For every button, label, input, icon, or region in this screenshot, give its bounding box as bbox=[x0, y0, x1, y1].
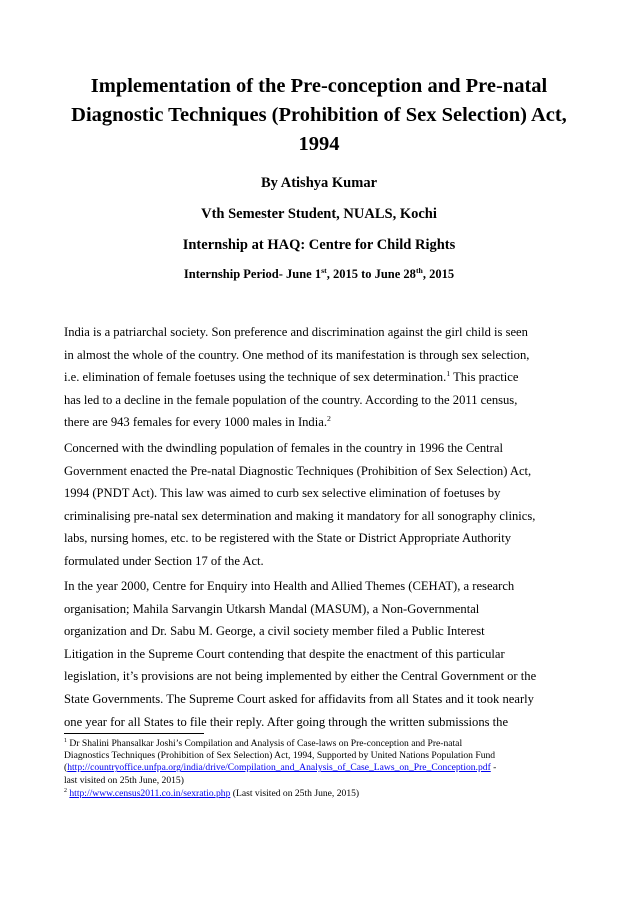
footnote-1 bbox=[64, 738, 576, 787]
fn2-text: (Last visited on 25th June, 2015) bbox=[230, 788, 360, 799]
period-middle: , 2015 to June 28 bbox=[326, 267, 416, 281]
p1-line-2: in almost the whole of the country. One method of its manifestation is through sex selection, bbox=[64, 347, 530, 362]
fn1-line-3 bbox=[64, 762, 576, 774]
fn1-line-4: last visited on 25th June, 2015) bbox=[64, 774, 184, 786]
fn1-link[interactable]: http://countryoffice.unfpa.org/india/drive/Compilation_and_Analysis_of_Case_Laws_on_Pre_Conception.pdf bbox=[67, 762, 491, 774]
p2-line-1: Concerned with the dwindling population of females in the country in 1996 the Central bbox=[64, 441, 503, 455]
position-line: Vth Semester Student, NUALS, Kochi bbox=[201, 206, 437, 222]
p1-line-1: India is a patriarchal society. Son preference and discrimination against the girl child is seen bbox=[64, 325, 528, 339]
p2-line-3: 1994 (PNDT Act). This law was aimed to curb sex selective elimination of foetuses by bbox=[64, 486, 501, 501]
fn2-link[interactable]: http://www.census2011.co.in/sexratio.php bbox=[69, 788, 231, 799]
period-prefix: Internship Period- June 1 bbox=[183, 267, 322, 281]
p3-line-5: legislation, it’s provisions are not being implemented by either the Central Government or the bbox=[64, 669, 537, 684]
p1-line-3 bbox=[64, 366, 576, 389]
fn1-line-1 bbox=[64, 738, 576, 750]
period-sup-st: st bbox=[321, 265, 327, 275]
p2-line-4: criminalising pre-natal sex determination and making it mandatory for all sonography clinics, bbox=[64, 508, 536, 523]
p2-line-2: Government enacted the Pre-natal Diagnostic Techniques (Prohibition of Sex Selection) Act, bbox=[64, 463, 532, 478]
footnote-divider bbox=[64, 733, 204, 734]
paragraph-3 bbox=[64, 575, 576, 733]
paragraph-2 bbox=[64, 437, 576, 573]
period-sup-th: th bbox=[415, 265, 423, 275]
footnote-ref-2[interactable]: 2 bbox=[326, 414, 331, 424]
p2-line-6: formulated under Section 17 of the Act. bbox=[64, 553, 264, 568]
p1-line-4: has led to a decline in the female population of the country. According to the 2011 census, bbox=[64, 392, 518, 407]
fn1-text: Dr Shalini Phansalkar Joshi’s Compilation and Analysis of Case-laws on Pre-conception and Pre-natal bbox=[66, 738, 463, 749]
p2-line-5: labs, nursing homes, etc. to be registered with the State or District Appropriate Authority bbox=[64, 531, 511, 546]
author-line: By Atishya Kumar bbox=[260, 175, 377, 191]
p3-line-2: organisation; Mahila Sarvangin Utkarsh Mandal (MASUM), a Non-Governmental bbox=[64, 601, 480, 616]
internship-period-line bbox=[0, 267, 638, 282]
p3-line-4: Litigation in the Supreme Court contending that despite the enactment of this particular bbox=[64, 646, 505, 661]
fn2-line-1 bbox=[64, 788, 576, 800]
footnote-ref-1[interactable]: 1 bbox=[446, 369, 451, 378]
fn1-paren: ( bbox=[64, 762, 68, 774]
document-title: Implementation of the Pre-conception and Pre-natal Diagnostic Techniques (Prohibition of Sex Selection) Act, 1994 bbox=[71, 75, 567, 155]
fn1-number: 1 bbox=[64, 737, 67, 744]
p1-line-5 bbox=[64, 411, 576, 434]
p1-line-3-rest: This practice bbox=[450, 370, 519, 385]
p1-line-5-text: there are 943 females for every 1000 males in India. bbox=[64, 415, 327, 430]
fn2-number: 2 bbox=[64, 787, 67, 794]
fn1-line-2: Diagnostics Techniques (Prohibition of Sex Selection) Act, 1994, Supported by United Nations Population Fund bbox=[64, 750, 496, 762]
p3-line-7: one year for all States to file their reply. After going through the written submissions the bbox=[64, 714, 509, 729]
p3-line-6: State Governments. The Supreme Court asked for affidavits from all States and it took nearly bbox=[64, 691, 534, 706]
p3-line-3: organization and Dr. Sabu M. George, a civil society member filed a Public Interest bbox=[64, 624, 485, 639]
internship-line: Internship at HAQ: Centre for Child Rights bbox=[182, 237, 456, 253]
p3-line-1: In the year 2000, Centre for Enquiry into Health and Allied Themes (CEHAT), a research bbox=[64, 579, 515, 593]
footnote-2 bbox=[64, 788, 576, 800]
p1-line-3-text: i.e. elimination of female foetuses using the technique of sex determination. bbox=[64, 370, 447, 385]
paragraph-1 bbox=[64, 321, 576, 434]
fn1-dash: - bbox=[490, 762, 497, 774]
period-suffix: , 2015 bbox=[422, 267, 455, 281]
